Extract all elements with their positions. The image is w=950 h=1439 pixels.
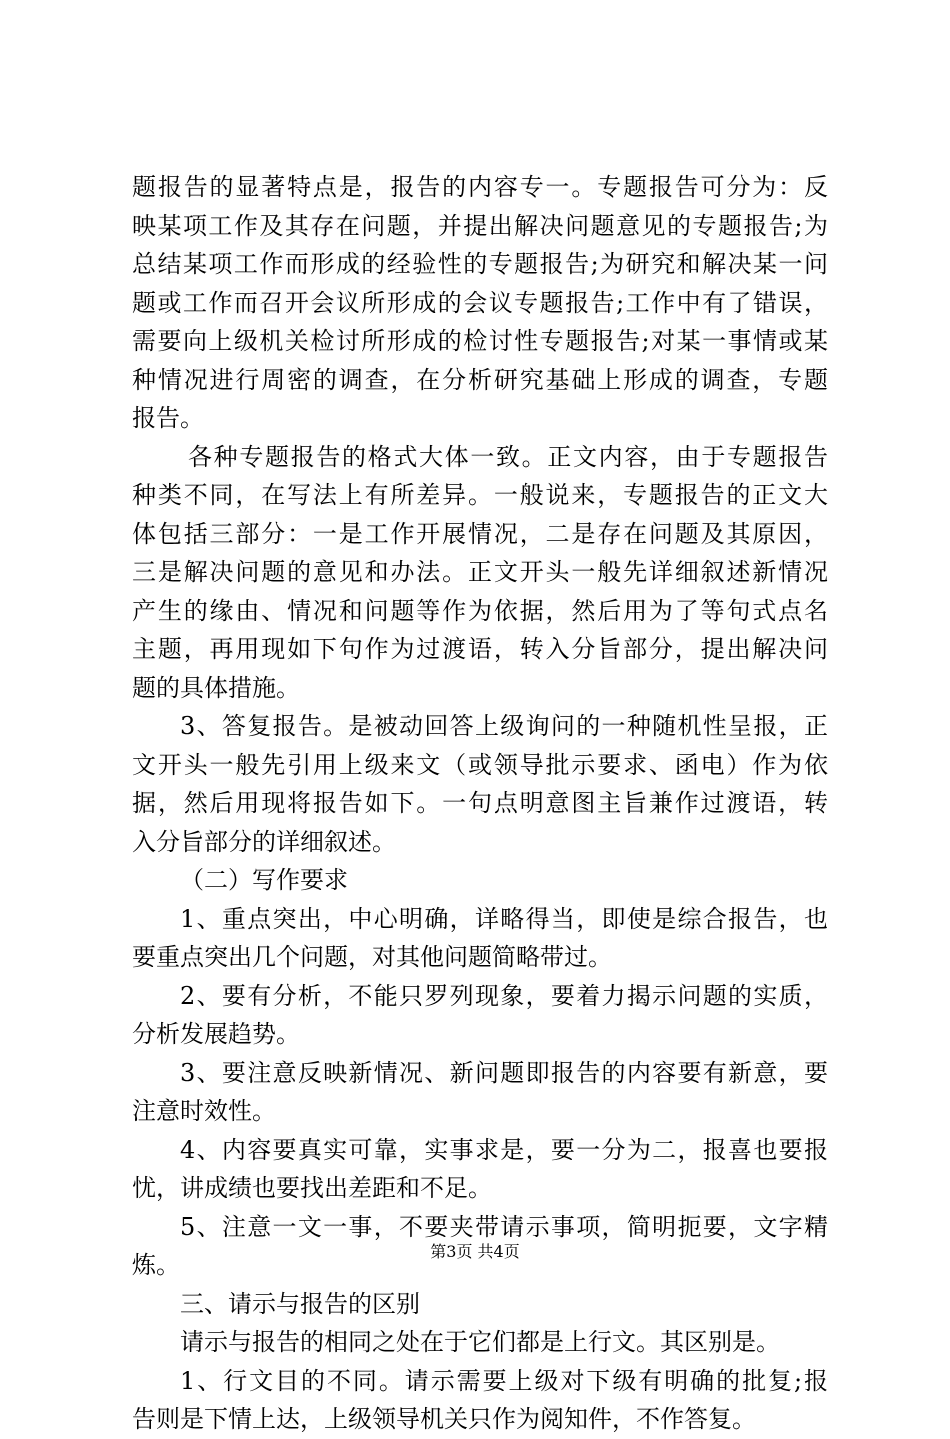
text-line: 映某项工作及其存在问题，并提出解决问题意见的专题报告;为 (132, 211, 828, 240)
text-line: 需要向上级机关检讨所形成的检讨性专题报告;对某一事情或某 (132, 327, 828, 355)
text-line: 各种专题报告的格式大体一致。正文内容，由于专题报告 (188, 442, 828, 471)
text-line: 题或工作而召开会议所形成的会议专题报告;工作中有了错误， (132, 288, 828, 317)
text-line: 入分旨部分的详细叙述。 (132, 827, 396, 856)
text-line: 体包括三部分：一是工作开展情况，二是存在问题及其原因， (132, 519, 828, 548)
text-line: 1、重点突出，中心明确，详略得当，即使是综合报告，也 (180, 904, 828, 933)
page-footer: 第3页 共4页 (430, 1242, 520, 1261)
text-line: 3、答复报告。是被动回答上级询问的一种随机性呈报，正 (180, 712, 828, 740)
text-line: 炼。 (132, 1251, 180, 1279)
text-line: 请示与报告的相同之处在于它们都是上行文。其区别是。 (180, 1328, 780, 1356)
text-line: 题报告的显著特点是，报告的内容专一。专题报告可分为：反 (132, 173, 828, 201)
text-line: 总结某项工作而形成的经验性的专题报告;为研究和解决某一问 (132, 250, 828, 278)
text-line: 要重点突出几个问题，对其他问题简略带过。 (132, 943, 612, 971)
text-line: 2、要有分析，不能只罗列现象，要着力揭示问题的实质， (180, 981, 828, 1010)
text-line: 报告。 (132, 404, 204, 432)
text-line: 题的具体措施。 (132, 673, 300, 702)
text-line: 种类不同，在写法上有所差异。一般说来，专题报告的正文大 (132, 481, 828, 509)
text-line: 主题，再用现如下句作为过渡语，转入分旨部分，提出解决问 (132, 635, 828, 663)
text-line: 4、内容要真实可靠，实事求是，要一分为二，报喜也要报 (180, 1135, 828, 1164)
text-line: 3、要注意反映新情况、新问题即报告的内容要有新意，要 (180, 1058, 828, 1087)
text-line: 产生的缘由、情况和问题等作为依据，然后用为了等句式点名 (132, 596, 828, 625)
text-line: 三是解决问题的意见和办法。正文开头一般先详细叙述新情况 (132, 558, 828, 586)
text-line: 三、请示与报告的区别 (180, 1289, 420, 1318)
text-line: 注意时效性。 (132, 1097, 276, 1125)
text-line: 文开头一般先引用上级来文（或领导批示要求、函电）作为依 (132, 750, 828, 779)
text-line: （二）写作要求 (180, 866, 348, 894)
text-line: 告则是下情上达，上级领导机关只作为阅知件，不作答复。 (132, 1405, 756, 1433)
text-line: 5、注意一文一事，不要夹带请示事项，简明扼要，文字精 (180, 1212, 828, 1241)
text-line: 1、行文目的不同。请示需要上级对下级有明确的批复;报 (180, 1366, 828, 1395)
text-line: 分析发展趋势。 (132, 1020, 300, 1048)
text-line: 忧，讲成绩也要找出差距和不足。 (132, 1174, 492, 1202)
text-line: 种情况进行周密的调查，在分析研究基础上形成的调查，专题 (132, 365, 828, 394)
text-line: 据，然后用现将报告如下。一句点明意图主旨兼作过渡语，转 (132, 789, 828, 817)
